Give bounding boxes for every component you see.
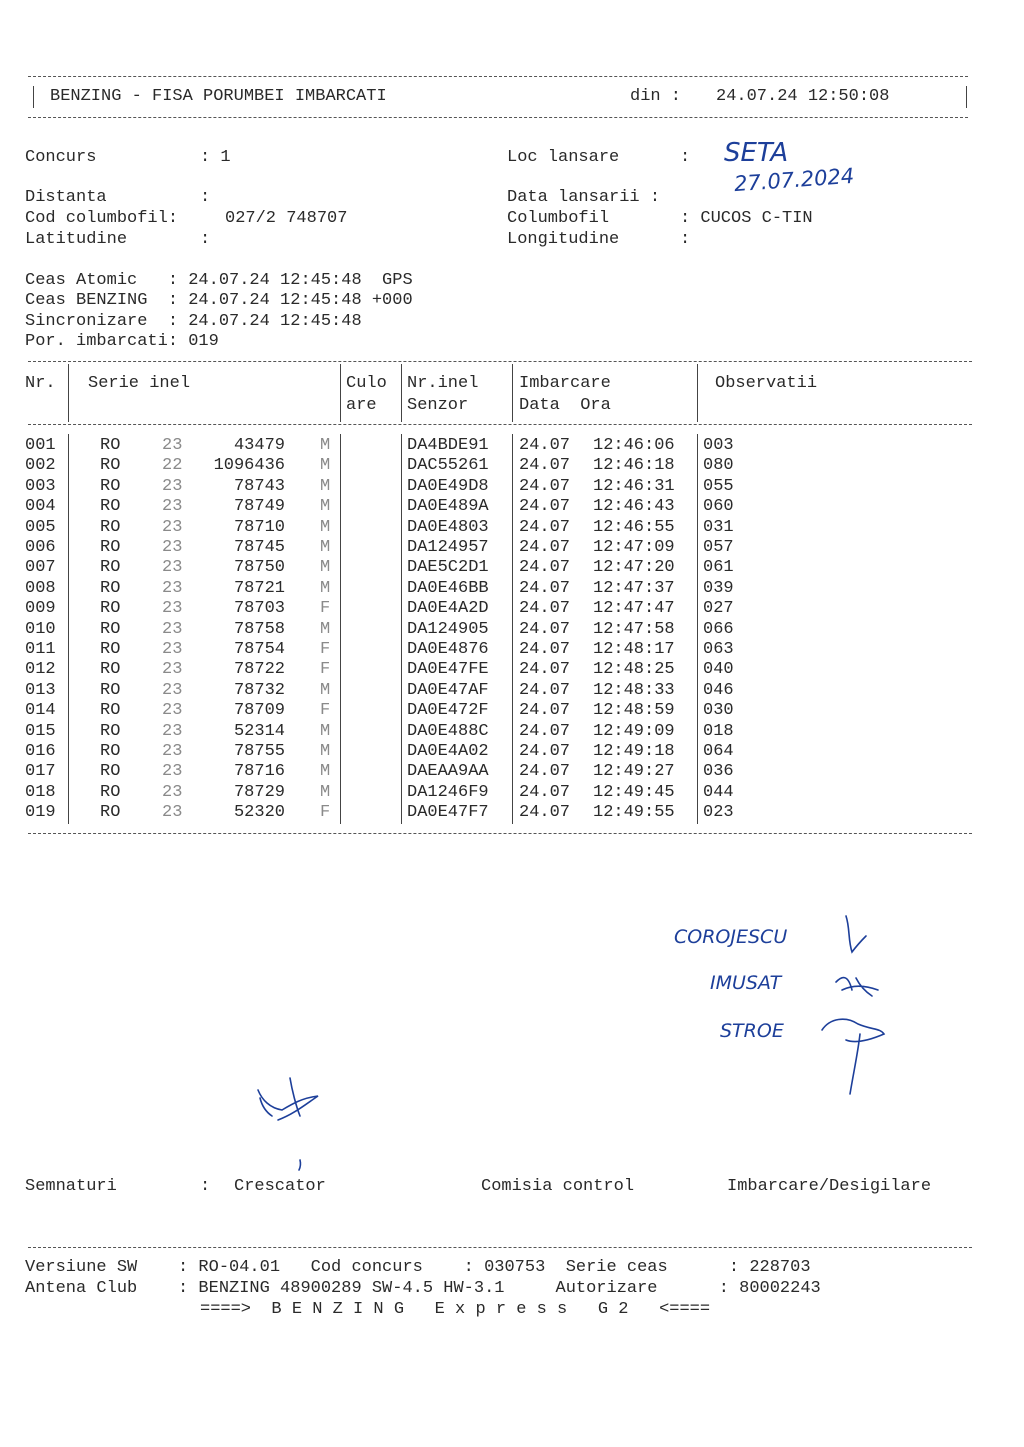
cell-sensor: DAE5C2D1: [407, 558, 489, 578]
cell-country: RO: [100, 762, 121, 782]
cell-date: 24.07: [519, 558, 571, 578]
cell-obs: 055: [703, 476, 734, 496]
cell-date: 24.07: [519, 517, 571, 537]
document-title: BENZING - FISA PORUMBEI IMBARCATI: [50, 87, 387, 106]
cell-ring: 1096436: [213, 456, 285, 476]
cell-time: 12:49:18: [593, 742, 675, 761]
cell-sex: F: [320, 660, 331, 680]
cell-obs: 030: [703, 701, 734, 721]
date-label: din :: [630, 87, 682, 106]
cell-ring: 78710: [233, 517, 285, 537]
cell-country: RO: [100, 782, 121, 802]
cell-nr: 011: [25, 640, 56, 659]
cell-sex: F: [320, 640, 331, 659]
cell-sensor: DA0E49D8: [407, 476, 489, 496]
cell-country: RO: [100, 640, 121, 659]
cod-columbofil-value: 027/2 748707: [225, 209, 348, 228]
cell-sensor: DA1246F9: [407, 782, 489, 802]
cell-ring: 78755: [233, 742, 285, 761]
col-header-nrinel-1: Nr.inel: [407, 374, 479, 393]
cell-sensor: DA0E489A: [407, 497, 489, 517]
cell-time: 12:46:31: [593, 476, 675, 496]
columbofil-value: : CUCOS C-TIN: [680, 209, 813, 228]
semnaturi-label: Semnaturi: [25, 1177, 117, 1196]
cell-nr: 006: [25, 538, 56, 557]
cell-sensor: DA124905: [407, 619, 489, 639]
cell-year: 23: [162, 558, 183, 578]
cell-date: 24.07: [519, 660, 571, 680]
cell-date: 24.07: [519, 436, 571, 455]
cell-nr: 012: [25, 660, 56, 680]
cell-time: 12:46:43: [593, 497, 675, 517]
data-lansarii-label: Data lansarii :: [507, 188, 661, 207]
cell-sensor: DA4BDE91: [407, 436, 489, 455]
cell-sex: M: [320, 476, 331, 496]
col-header-culoare-2: are: [346, 396, 377, 415]
cell-year: 23: [162, 517, 183, 537]
cell-obs: 023: [703, 803, 734, 823]
cell-year: 23: [162, 721, 183, 741]
cell-country: RO: [100, 619, 121, 639]
cell-nr: 002: [25, 456, 56, 476]
cell-sex: F: [320, 599, 331, 619]
crescator-signature: [258, 1078, 318, 1120]
handwritten-commission-1: COROJESCU: [674, 926, 788, 948]
cell-nr: 004: [25, 497, 56, 517]
cell-obs: 060: [703, 497, 734, 517]
cell-ring: 52314: [233, 721, 285, 741]
cell-time: 12:47:47: [593, 599, 675, 619]
cell-obs: 080: [703, 456, 734, 476]
cell-sensor: DA0E47FE: [407, 660, 489, 680]
cell-obs: 027: [703, 599, 734, 619]
col-header-culoare-1: Culo: [346, 374, 387, 393]
latitudine-label: Latitudine: [25, 230, 128, 249]
cell-date: 24.07: [519, 680, 571, 700]
cell-sensor: DA0E472F: [407, 701, 489, 721]
cell-country: RO: [100, 497, 121, 517]
cell-country: RO: [100, 456, 121, 476]
cell-sensor: DA0E47AF: [407, 680, 489, 700]
cell-nr: 017: [25, 762, 56, 782]
loc-lansare-colon: :: [680, 148, 691, 167]
cell-ring: 43479: [233, 436, 285, 455]
cell-year: 23: [162, 701, 183, 721]
col-header-nrinel-2: Senzor: [407, 396, 469, 415]
cell-year: 23: [162, 762, 183, 782]
col-header-serie: Serie inel: [88, 374, 191, 393]
semnaturi-colon: :: [200, 1177, 211, 1196]
crescator-label: Crescator: [234, 1177, 326, 1196]
cell-sensor: DA124957: [407, 538, 489, 557]
cell-ring: 78758: [233, 619, 285, 639]
longitudine-colon: :: [680, 230, 691, 249]
cell-time: 12:49:27: [593, 762, 675, 782]
cell-time: 12:48:17: [593, 640, 675, 659]
cell-sensor: DA0E4803: [407, 517, 489, 537]
cell-nr: 009: [25, 599, 56, 619]
distanta-value: :: [200, 188, 211, 207]
col-header-nr: Nr.: [25, 374, 56, 393]
cell-date: 24.07: [519, 497, 571, 517]
cell-sex: M: [320, 578, 331, 598]
cell-sex: F: [320, 803, 331, 823]
cell-sensor: DA0E4876: [407, 640, 489, 659]
cell-obs: 036: [703, 762, 734, 782]
cell-country: RO: [100, 599, 121, 619]
cell-date: 24.07: [519, 803, 571, 823]
cell-sensor: DAEAA9AA: [407, 762, 489, 782]
cell-time: 12:48:59: [593, 701, 675, 721]
cell-date: 24.07: [519, 721, 571, 741]
cell-time: 12:47:37: [593, 578, 675, 598]
cell-country: RO: [100, 721, 121, 741]
cell-year: 23: [162, 742, 183, 761]
longitudine-label: Longitudine: [507, 230, 620, 249]
commission-signature-1: [846, 916, 866, 952]
cell-sex: M: [320, 742, 331, 761]
cell-nr: 014: [25, 701, 56, 721]
cell-nr: 018: [25, 782, 56, 802]
cell-country: RO: [100, 476, 121, 496]
print-date: 24.07.24 12:50:08: [716, 87, 890, 106]
cell-date: 24.07: [519, 762, 571, 782]
cell-ring: 78754: [233, 640, 285, 659]
cell-date: 24.07: [519, 476, 571, 496]
cell-country: RO: [100, 680, 121, 700]
cell-country: RO: [100, 803, 121, 823]
cell-nr: 008: [25, 578, 56, 598]
cell-year: 23: [162, 476, 183, 496]
cell-date: 24.07: [519, 578, 571, 598]
comisia-control-label: Comisia control: [481, 1177, 635, 1196]
col-header-imbarcare-1: Imbarcare: [519, 374, 611, 393]
cell-sex: M: [320, 456, 331, 476]
cell-country: RO: [100, 517, 121, 537]
cell-sex: M: [320, 619, 331, 639]
cell-sensor: DA0E46BB: [407, 578, 489, 598]
commission-signature-2: [836, 978, 878, 996]
cell-date: 24.07: [519, 456, 571, 476]
commission-signature-3: [822, 1019, 884, 1094]
ceas-atomic: Ceas Atomic : 24.07.24 12:45:48 GPS: [25, 271, 413, 290]
handwritten-date: 27.07.2024: [733, 163, 855, 197]
cell-year: 23: [162, 538, 183, 557]
por-imbarcati: Por. imbarcati: 019: [25, 332, 219, 351]
cell-sex: M: [320, 558, 331, 578]
sincronizare: Sincronizare : 24.07.24 12:45:48: [25, 312, 362, 331]
cell-ring: 78743: [233, 476, 285, 496]
cell-time: 12:47:09: [593, 538, 675, 557]
cell-country: RO: [100, 578, 121, 598]
col-header-observatii: Observatii: [715, 374, 818, 393]
cell-time: 12:47:58: [593, 619, 675, 639]
cell-nr: 001: [25, 436, 56, 455]
footer-line-2: Antena Club : BENZING 48900289 SW-4.5 HW-3.1 Autorizare : 80002243: [25, 1279, 821, 1298]
cell-nr: 007: [25, 558, 56, 578]
cell-ring: 78732: [233, 680, 285, 700]
cell-sex: M: [320, 782, 331, 802]
cell-sex: M: [320, 538, 331, 557]
cell-ring: 52320: [233, 803, 285, 823]
handwritten-loc: SETA: [724, 138, 789, 168]
cell-nr: 013: [25, 680, 56, 700]
cell-ring: 78709: [233, 701, 285, 721]
cell-year: 23: [162, 599, 183, 619]
cell-year: 23: [162, 640, 183, 659]
cell-obs: 061: [703, 558, 734, 578]
cell-sex: M: [320, 680, 331, 700]
cell-date: 24.07: [519, 742, 571, 761]
footer-line-1: Versiune SW : RO-04.01 Cod concurs : 030753 Serie ceas : 228703: [25, 1258, 811, 1277]
cell-nr: 010: [25, 619, 56, 639]
cell-nr: 005: [25, 517, 56, 537]
cell-country: RO: [100, 660, 121, 680]
cell-sex: M: [320, 497, 331, 517]
columbofil-label: Columbofil: [507, 209, 610, 228]
cell-country: RO: [100, 701, 121, 721]
cell-sensor: DA0E4A2D: [407, 599, 489, 619]
cell-time: 12:47:20: [593, 558, 675, 578]
cell-date: 24.07: [519, 701, 571, 721]
cell-time: 12:46:06: [593, 436, 675, 455]
cell-time: 12:49:09: [593, 721, 675, 741]
cell-obs: 046: [703, 680, 734, 700]
footer-line-3: ====> B E N Z I N G E x p r e s s G 2 <====: [200, 1300, 711, 1319]
cell-obs: 066: [703, 619, 734, 639]
cell-date: 24.07: [519, 782, 571, 802]
cell-nr: 016: [25, 742, 56, 761]
cod-columbofil-label: Cod columbofil:: [25, 209, 179, 228]
cell-year: 23: [162, 680, 183, 700]
footer-border: [28, 1247, 972, 1248]
cell-date: 24.07: [519, 640, 571, 659]
signature-tick: [299, 1160, 300, 1170]
cell-nr: 003: [25, 476, 56, 496]
cell-date: 24.07: [519, 538, 571, 557]
concurs-label: Concurs: [25, 148, 97, 167]
cell-obs: 018: [703, 721, 734, 741]
latitudine-value: :: [200, 230, 211, 249]
cell-time: 12:49:55: [593, 803, 675, 823]
cell-ring: 78716: [233, 762, 285, 782]
cell-sex: M: [320, 721, 331, 741]
cell-ring: 78749: [233, 497, 285, 517]
cell-obs: 039: [703, 578, 734, 598]
cell-sensor: DA0E4A02: [407, 742, 489, 761]
handwritten-commission-3: STROE: [720, 1020, 784, 1042]
cell-sensor: DA0E47F7: [407, 803, 489, 823]
cell-sensor: DA0E488C: [407, 721, 489, 741]
cell-year: 22: [162, 456, 183, 476]
imbarcare-desigilare-label: Imbarcare/Desigilare: [727, 1177, 932, 1196]
cell-year: 23: [162, 619, 183, 639]
cell-ring: 78750: [233, 558, 285, 578]
cell-obs: 044: [703, 782, 734, 802]
concurs-value: : 1: [200, 148, 231, 167]
cell-time: 12:48:33: [593, 680, 675, 700]
cell-ring: 78722: [233, 660, 285, 680]
cell-year: 23: [162, 660, 183, 680]
ceas-benzing: Ceas BENZING : 24.07.24 12:45:48 +000: [25, 291, 413, 310]
cell-year: 23: [162, 782, 183, 802]
cell-obs: 063: [703, 640, 734, 659]
cell-time: 12:46:55: [593, 517, 675, 537]
cell-sex: M: [320, 517, 331, 537]
cell-date: 24.07: [519, 619, 571, 639]
cell-sex: M: [320, 762, 331, 782]
cell-ring: 78721: [233, 578, 285, 598]
col-header-imbarcare-2: Data Ora: [519, 396, 611, 415]
cell-obs: 003: [703, 436, 734, 455]
cell-country: RO: [100, 742, 121, 761]
cell-country: RO: [100, 436, 121, 455]
cell-sex: M: [320, 436, 331, 455]
cell-year: 23: [162, 436, 183, 455]
cell-country: RO: [100, 558, 121, 578]
cell-sex: F: [320, 701, 331, 721]
cell-nr: 019: [25, 803, 56, 823]
cell-time: 12:48:25: [593, 660, 675, 680]
loc-lansare-label: Loc lansare: [507, 148, 620, 167]
cell-date: 24.07: [519, 599, 571, 619]
cell-time: 12:49:45: [593, 782, 675, 802]
cell-sensor: DAC55261: [407, 456, 489, 476]
cell-obs: 040: [703, 660, 734, 680]
cell-ring: 78703: [233, 599, 285, 619]
cell-ring: 78729: [233, 782, 285, 802]
cell-obs: 057: [703, 538, 734, 557]
cell-nr: 015: [25, 721, 56, 741]
cell-year: 23: [162, 803, 183, 823]
cell-obs: 064: [703, 742, 734, 761]
cell-ring: 78745: [233, 538, 285, 557]
distanta-label: Distanta: [25, 188, 107, 207]
cell-country: RO: [100, 538, 121, 557]
cell-obs: 031: [703, 517, 734, 537]
cell-year: 23: [162, 497, 183, 517]
handwritten-commission-2: IMUSAT: [710, 972, 782, 994]
cell-time: 12:46:18: [593, 456, 675, 476]
cell-year: 23: [162, 578, 183, 598]
